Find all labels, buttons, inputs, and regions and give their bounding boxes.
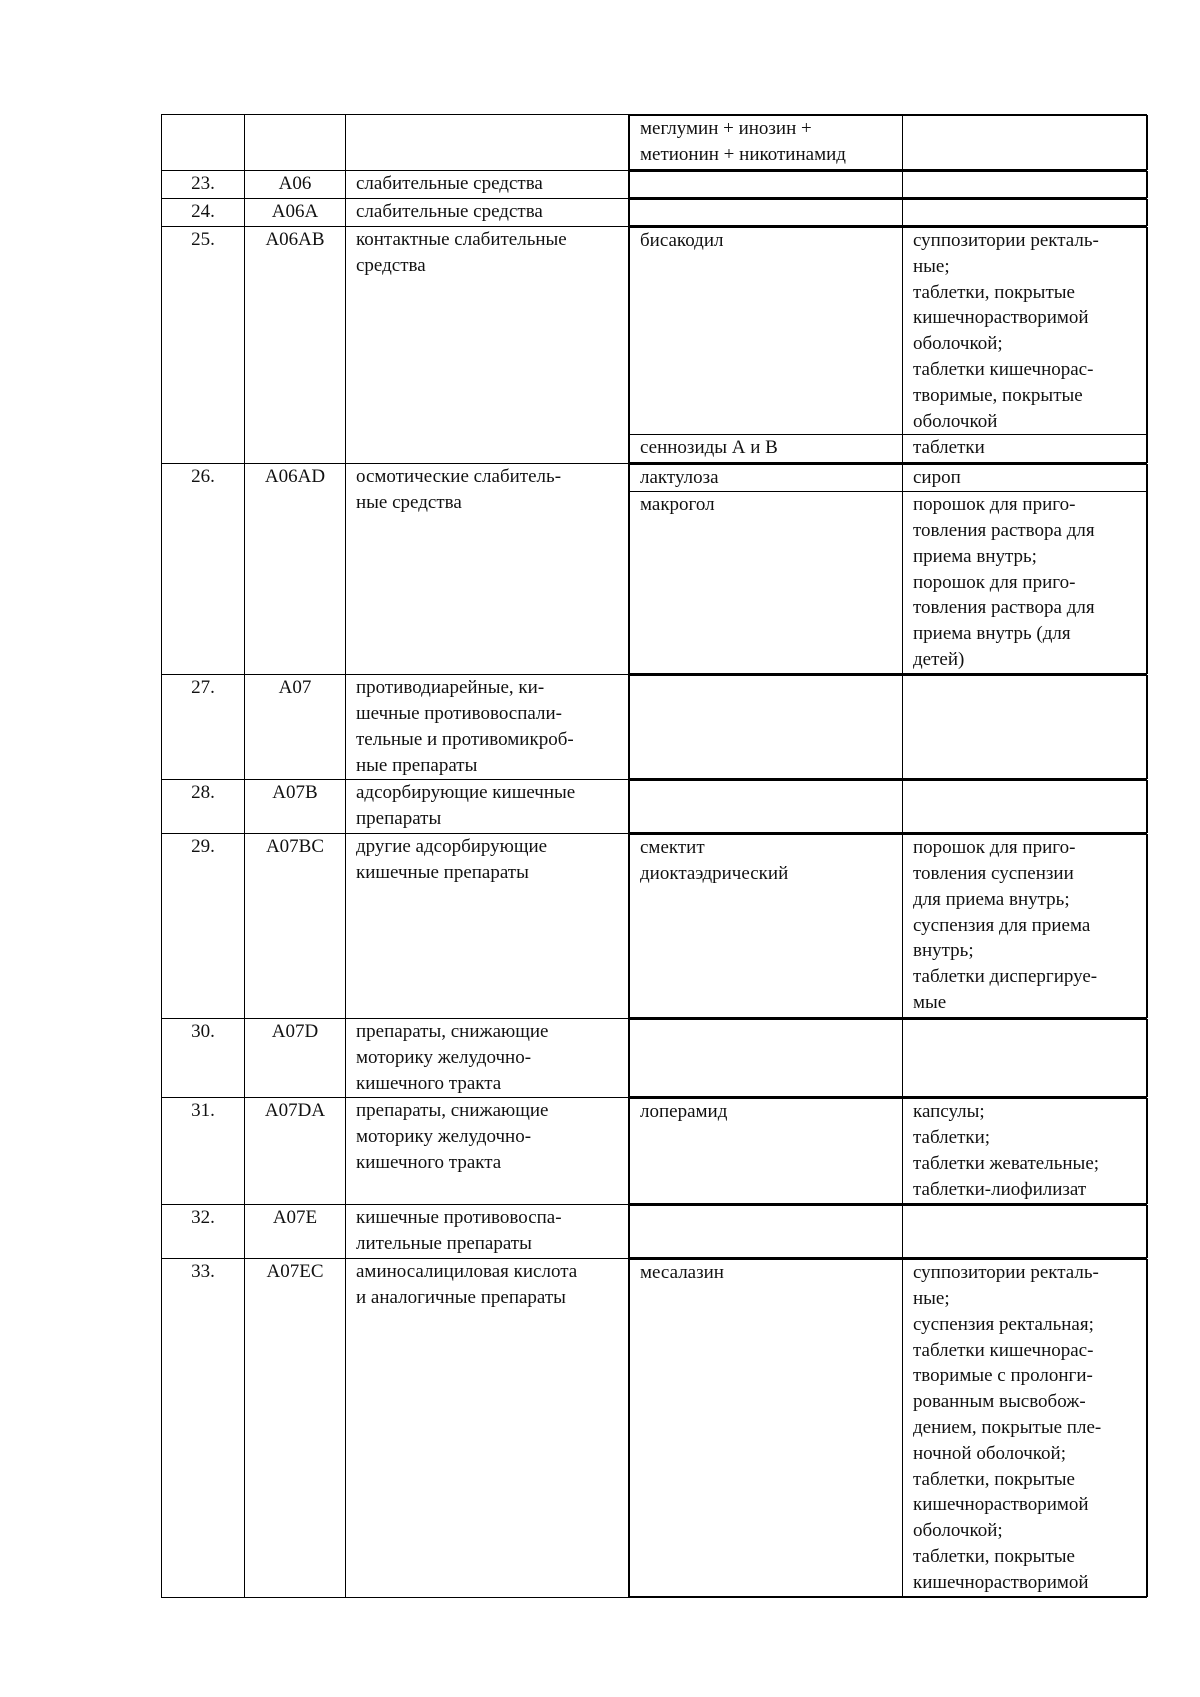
row-number: 26. <box>162 464 245 675</box>
drug-items <box>629 1098 1148 1204</box>
drug-items <box>629 1205 1148 1258</box>
dosage-form-line: внутрь; <box>913 940 974 962</box>
anatomic-group <box>346 227 629 464</box>
row-number: 27. <box>162 675 245 780</box>
dosage-form-line: дением, покрытые пле- <box>913 1416 1102 1438</box>
anatomic-group-line: препараты <box>356 807 442 829</box>
table-row <box>162 1019 1147 1098</box>
drug-items-cell <box>629 834 1147 1019</box>
drug-items-cell <box>629 1205 1147 1259</box>
dosage-form-line: товления раствора для <box>913 597 1095 619</box>
drug-item <box>630 781 1148 833</box>
drug-item <box>630 116 1148 170</box>
drug-items-cell <box>629 199 1147 227</box>
drug-items <box>629 675 1148 779</box>
table-row <box>162 1259 1147 1598</box>
anatomic-group-line: слабительные средства <box>356 173 543 194</box>
atc-code: A07EC <box>245 1259 346 1598</box>
row-number: 31. <box>162 1098 245 1205</box>
dosage-form-line: кишечнорастворимой <box>913 1494 1089 1516</box>
dosage-form-line: оболочкой; <box>913 333 1003 355</box>
dosage-forms <box>903 435 1148 463</box>
anatomic-group-line: ные препараты <box>356 754 478 776</box>
drug-inn-line: бисакодил <box>640 230 724 251</box>
dosage-form-line: приема внутрь (для <box>913 623 1071 645</box>
drug-inn <box>630 228 903 435</box>
dosage-form-line: кишечнорастворимой <box>913 1571 1089 1593</box>
drug-item <box>630 676 1148 779</box>
dosage-form-line: таблетки диспергируе- <box>913 966 1098 988</box>
table-row <box>162 171 1147 199</box>
table-row <box>162 834 1147 1019</box>
dosage-forms <box>903 116 1148 170</box>
dosage-form-line: порошок для приго- <box>913 494 1076 516</box>
dosage-form-line: порошок для приго- <box>913 571 1076 593</box>
dosage-form-line: сироп <box>913 467 961 489</box>
anatomic-group <box>346 1019 629 1098</box>
table-row <box>162 1205 1147 1259</box>
dosage-forms <box>903 200 1148 226</box>
drug-items <box>629 227 1148 463</box>
drug-item <box>630 465 1148 492</box>
anatomic-group-line: кишечного тракта <box>356 1151 502 1173</box>
table-row <box>162 1098 1147 1205</box>
atc-code: A07D <box>245 1019 346 1098</box>
dosage-form-line: таблетки кишечнорас- <box>913 358 1094 380</box>
dosage-form-line: ночной оболочкой; <box>913 1442 1066 1464</box>
atc-code: A07BC <box>245 834 346 1019</box>
drug-inn-line: меглумин + инозин + <box>640 118 812 139</box>
anatomic-group-line: другие адсорбирующие <box>356 836 548 858</box>
dosage-form-line: рованным высвобож- <box>913 1391 1086 1413</box>
row-number: 28. <box>162 780 245 834</box>
anatomic-group <box>346 1205 629 1259</box>
atc-code: A07E <box>245 1205 346 1259</box>
anatomic-group-line: слабительные средства <box>356 201 543 222</box>
drug-items-cell <box>629 171 1147 199</box>
dosage-form-line: суппозитории ректаль- <box>913 1262 1099 1284</box>
dosage-forms <box>903 492 1148 674</box>
table-row <box>162 780 1147 834</box>
drug-inn <box>630 1260 903 1597</box>
anatomic-group-line: препараты, снижающие <box>356 1021 549 1043</box>
anatomic-group-line: адсорбирующие кишечные <box>356 782 576 804</box>
table-row <box>162 464 1147 675</box>
drug-items-cell <box>629 675 1147 780</box>
anatomic-group-line: аминосалициловая кислота <box>356 1261 578 1283</box>
dosage-form-line: ные; <box>913 1287 950 1309</box>
drug-inn <box>630 200 903 226</box>
anatomic-group <box>346 199 629 227</box>
dosage-form-line: таблетки, покрытые <box>913 1545 1075 1567</box>
drug-inn <box>630 1206 903 1258</box>
anatomic-group-line: осмотические слабитель- <box>356 466 562 488</box>
row-number: 23. <box>162 171 245 199</box>
dosage-forms <box>903 1020 1148 1097</box>
drug-list-body <box>162 115 1147 1598</box>
anatomic-group <box>346 834 629 1019</box>
drug-items-cell <box>629 780 1147 834</box>
anatomic-group-line: и аналогичные препараты <box>356 1286 566 1308</box>
anatomic-group <box>346 780 629 834</box>
table-row <box>162 199 1147 227</box>
row-number: 32. <box>162 1205 245 1259</box>
drug-item <box>630 200 1148 226</box>
anatomic-group-line: кишечные противовоспа- <box>356 1207 562 1229</box>
drug-inn-line: месалазин <box>640 1262 724 1284</box>
dosage-forms <box>903 172 1148 198</box>
dosage-form-line: суспензия для приема <box>913 914 1091 936</box>
dosage-form-line: капсулы; <box>913 1101 985 1123</box>
atc-code: A07DA <box>245 1098 346 1205</box>
drug-inn <box>630 435 903 463</box>
drug-inn-line: лоперамид <box>640 1101 728 1123</box>
drug-items <box>629 199 1148 226</box>
dosage-forms <box>903 835 1148 1018</box>
dosage-form-line: таблетки жевательные; <box>913 1152 1100 1174</box>
drug-items <box>629 834 1148 1018</box>
anatomic-group <box>346 115 629 171</box>
drug-item <box>630 835 1148 1018</box>
anatomic-group <box>346 1259 629 1598</box>
anatomic-group-line: лительные препараты <box>356 1232 532 1254</box>
drug-inn <box>630 116 903 170</box>
drug-items-cell <box>629 1259 1147 1598</box>
anatomic-group <box>346 675 629 780</box>
drug-inn-line: метионин + никотинамид <box>640 143 846 165</box>
anatomic-group-line: контактные слабительные <box>356 229 567 250</box>
drug-items <box>629 1019 1148 1097</box>
drug-inn-line: сеннозиды А и B <box>640 437 778 459</box>
drug-items-cell <box>629 464 1147 675</box>
drug-item <box>630 1260 1148 1597</box>
dosage-form-line: детей) <box>913 648 965 670</box>
dosage-form-line: порошок для приго- <box>913 837 1076 859</box>
table-row <box>162 227 1147 464</box>
drug-inn <box>630 676 903 779</box>
atc-code: A07 <box>245 675 346 780</box>
atc-code: A06AB <box>245 227 346 464</box>
drug-inn <box>630 172 903 198</box>
anatomic-group-line: шечные противовоспали- <box>356 702 562 724</box>
table-row <box>162 675 1147 780</box>
dosage-form-line: кишечнорастворимой <box>913 307 1089 329</box>
drug-inn-line: макрогол <box>640 494 715 516</box>
anatomic-group-line: тельные и противомикроб- <box>356 728 574 750</box>
atc-code: A06AD <box>245 464 346 675</box>
drug-item <box>630 1099 1148 1204</box>
dosage-form-line: ные; <box>913 255 950 277</box>
drug-item <box>630 492 1148 674</box>
anatomic-group <box>346 171 629 199</box>
atc-code <box>245 115 346 171</box>
anatomic-group-line: кишечные препараты <box>356 861 529 883</box>
drug-items <box>629 1259 1148 1597</box>
dosage-form-line: оболочкой; <box>913 1520 1003 1542</box>
drug-items-cell <box>629 115 1147 171</box>
dosage-forms <box>903 676 1148 779</box>
anatomic-group-line: противодиарейные, ки- <box>356 677 545 699</box>
drug-items-cell <box>629 227 1147 464</box>
dosage-form-line: творимые с пролонги- <box>913 1365 1093 1387</box>
drug-items-cell <box>629 1098 1147 1205</box>
dosage-form-line: суппозитории ректаль- <box>913 230 1099 251</box>
dosage-form-line: приема внутрь; <box>913 545 1037 567</box>
drug-item <box>630 228 1148 435</box>
anatomic-group-line: моторику желудочно- <box>356 1046 532 1068</box>
drug-item <box>630 172 1148 198</box>
dosage-forms <box>903 1099 1148 1204</box>
anatomic-group-line: моторику желудочно- <box>356 1125 532 1147</box>
dosage-form-line: таблетки, покрытые <box>913 1468 1075 1490</box>
row-number: 25. <box>162 227 245 464</box>
drug-item <box>630 1020 1148 1097</box>
dosage-form-line: оболочкой <box>913 410 998 432</box>
dosage-form-line: таблетки кишечнорас- <box>913 1339 1094 1361</box>
drug-items <box>629 171 1148 198</box>
drug-inn <box>630 1020 903 1097</box>
row-number <box>162 115 245 171</box>
dosage-form-line: таблетки; <box>913 1126 991 1148</box>
drug-inn <box>630 465 903 492</box>
drug-inn <box>630 835 903 1018</box>
drug-inn <box>630 492 903 674</box>
dosage-forms <box>903 465 1148 492</box>
row-number: 30. <box>162 1019 245 1098</box>
drug-inn <box>630 1099 903 1204</box>
row-number: 29. <box>162 834 245 1019</box>
dosage-form-line: суспензия ректальная; <box>913 1313 1094 1335</box>
anatomic-group <box>346 464 629 675</box>
anatomic-group-line: средства <box>356 254 426 276</box>
dosage-forms <box>903 781 1148 833</box>
atc-code: A06 <box>245 171 346 199</box>
drug-inn-line: диоктаэдрический <box>640 862 789 884</box>
drug-inn-line: смектит <box>640 837 705 859</box>
dosage-forms <box>903 1260 1148 1597</box>
dosage-form-line: таблетки <box>913 437 985 459</box>
anatomic-group-line: кишечного тракта <box>356 1072 502 1094</box>
anatomic-group-line: препараты, снижающие <box>356 1100 549 1122</box>
anatomic-group-line: ные средства <box>356 492 462 514</box>
table-row <box>162 115 1147 171</box>
drug-items <box>629 115 1148 170</box>
drug-item <box>630 435 1148 463</box>
anatomic-group <box>346 1098 629 1205</box>
drug-list-table <box>161 114 1147 1598</box>
row-number: 24. <box>162 199 245 227</box>
drug-items-cell <box>629 1019 1147 1098</box>
drug-items <box>629 780 1148 833</box>
atc-code: A07B <box>245 780 346 834</box>
atc-code: A06A <box>245 199 346 227</box>
dosage-form-line: творимые, покрытые <box>913 384 1083 406</box>
dosage-forms <box>903 228 1148 435</box>
dosage-form-line: товления раствора для <box>913 519 1095 541</box>
dosage-forms <box>903 1206 1148 1258</box>
dosage-form-line: таблетки-лиофилизат <box>913 1178 1087 1200</box>
drug-item <box>630 1206 1148 1258</box>
dosage-form-line: таблетки, покрытые <box>913 281 1075 303</box>
dosage-form-line: товления суспензии <box>913 862 1074 884</box>
row-number: 33. <box>162 1259 245 1598</box>
drug-inn-line: лактулоза <box>640 467 719 489</box>
dosage-form-line: мые <box>913 991 947 1013</box>
drug-items <box>629 464 1148 674</box>
drug-inn <box>630 781 903 833</box>
dosage-form-line: для приема внутрь; <box>913 888 1070 910</box>
